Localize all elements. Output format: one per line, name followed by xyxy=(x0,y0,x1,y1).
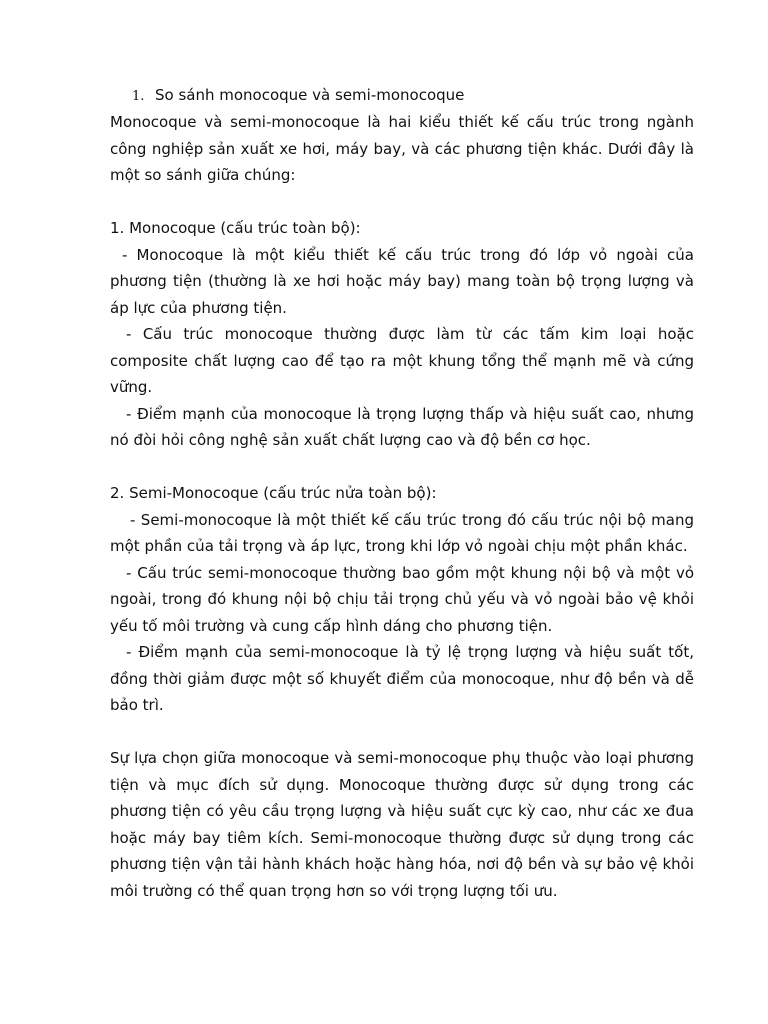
section2-title: 2. Semi-Monocoque (cấu trúc nửa toàn bộ): xyxy=(110,484,437,502)
paragraph-gap xyxy=(110,189,694,216)
section1-point-1: - Monocoque là một kiểu thiết kế cấu trúc trong đó lớp vỏ ngoài của phương tiện (thường là xe hơi hoặc máy bay) mang toàn bộ trọng lượng và áp lực của phương tiện. xyxy=(110,245,694,317)
section1-point-3: - Điểm mạnh của monocoque là trọng lượng thấp và hiệu suất cao, nhưng nó đòi hỏi công nghệ sản xuất chất lượng cao và độ bền cơ học. xyxy=(110,404,694,449)
conclusion-paragraph: Sự lựa chọn giữa monocoque và semi-monocoque phụ thuộc vào loại phương tiện và mục đích sử dụng. Monocoque thường được sử dụng trong các phương tiện có yêu cầu trọng lượng và hiệu suất cực kỳ cao, như các xe đua hoặc máy bay tiêm kích. Semi-monocoque thường được sử dụng trong các phương tiện vận tải hành khách hoặc hàng hóa, nơi độ bền và sự bảo vệ khỏi môi trường có thể quan trọng hơn so với trọng lượng tối ưu. xyxy=(110,749,694,900)
intro-paragraph: Monocoque và semi-monocoque là hai kiểu thiết kế cấu trúc trong ngành công nghiệp sản xuất xe hơi, máy bay, và các phương tiện khác. Dưới đây là một so sánh giữa chúng: xyxy=(110,113,694,184)
section1-title: 1. Monocoque (cấu trúc toàn bộ): xyxy=(110,219,361,237)
paragraph-gap xyxy=(110,719,694,746)
section-heading xyxy=(110,82,694,109)
document-page xyxy=(110,82,694,904)
section2-point-2: - Cấu trúc semi-monocoque thường bao gồm một khung nội bộ và một vỏ ngoài, trong đó khung nội bộ chịu tải trọng chủ yếu và vỏ ngoài bảo vệ khỏi yếu tố môi trường và cung cấp hình dáng cho phương tiện. xyxy=(110,563,694,635)
section2-point-3: - Điểm mạnh của semi-monocoque là tỷ lệ trọng lượng và hiệu suất tốt, đồng thời giảm được một số khuyết điểm của monocoque, như độ bền và dễ bảo trì. xyxy=(110,643,694,714)
heading-number: 1. xyxy=(132,89,145,104)
section2-point-1: - Semi-monocoque là một thiết kế cấu trúc trong đó cấu trúc nội bộ mang một phần của tải trọng và áp lực, trong khi lớp vỏ ngoài chịu một phần khác. xyxy=(110,510,694,555)
paragraph-gap xyxy=(110,454,694,481)
section1-point-2: - Cấu trúc monocoque thường được làm từ các tấm kim loại hoặc composite chất lượng cao để tạo ra một khung tổng thể mạnh mẽ và cứng vững. xyxy=(110,325,694,396)
heading-text: So sánh monocoque và semi-monocoque xyxy=(155,86,465,104)
